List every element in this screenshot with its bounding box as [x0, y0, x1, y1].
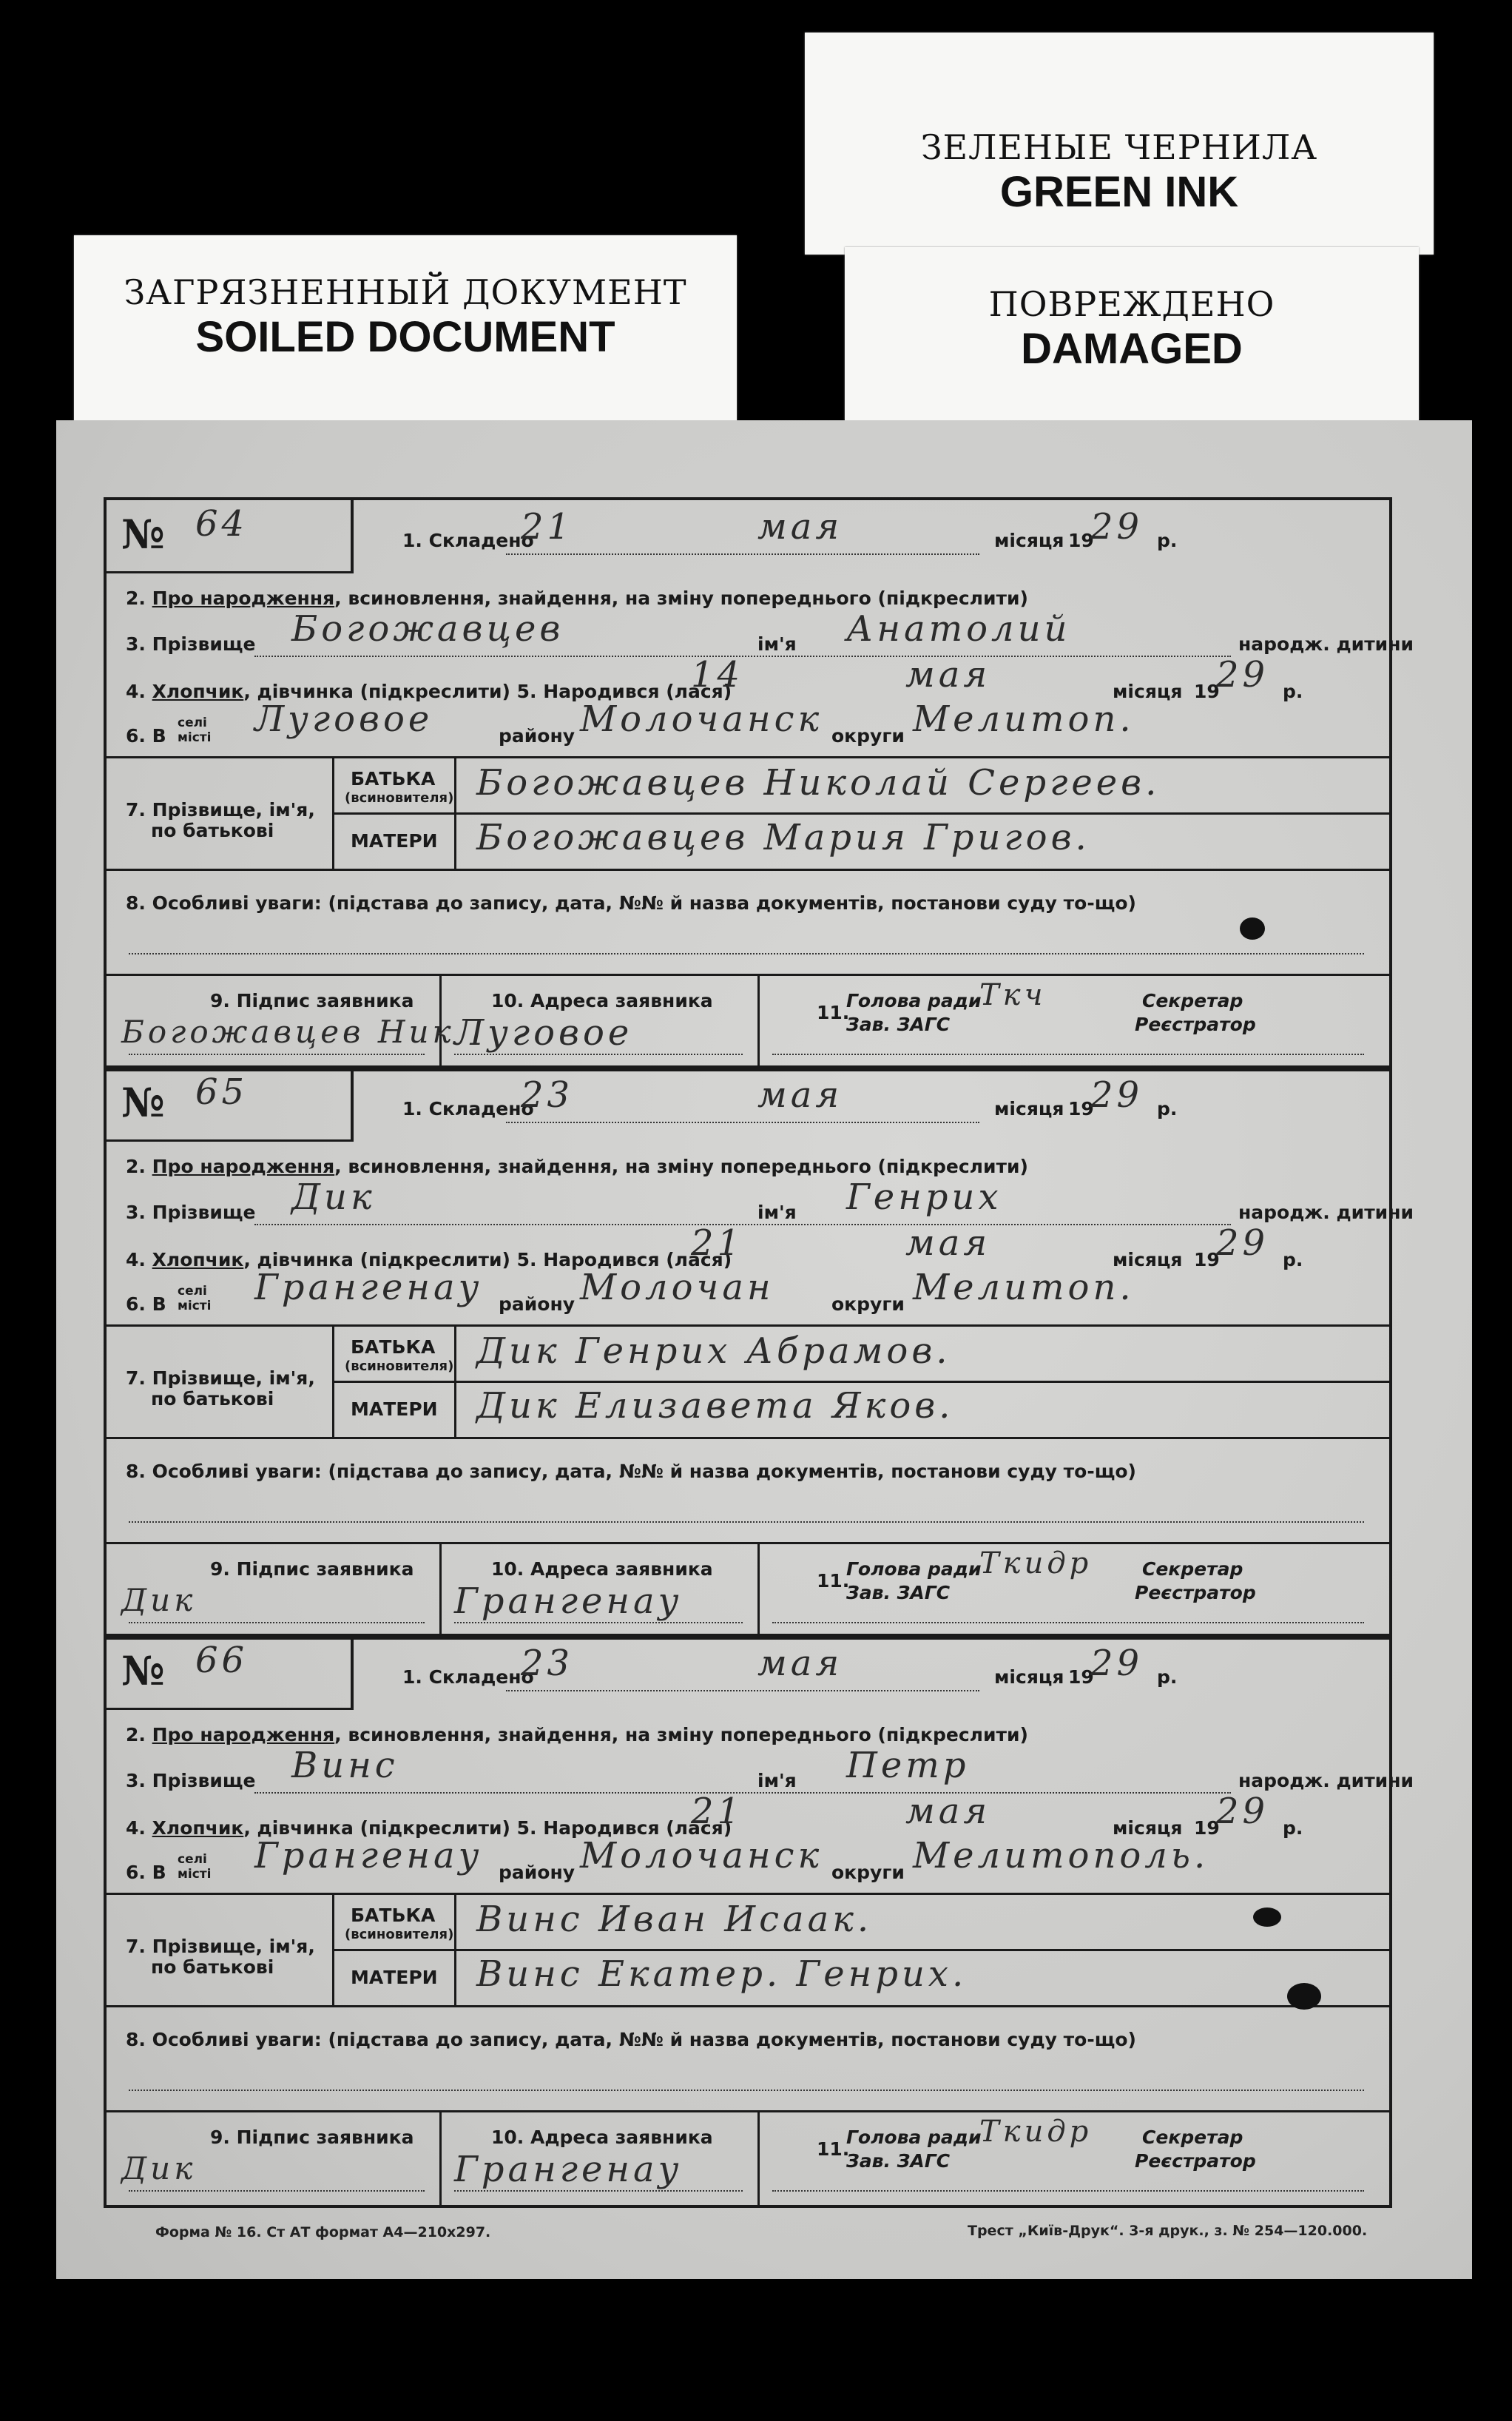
child-given-name: Анатолий [846, 608, 1071, 650]
father-name: Винс Иван Исаак. [476, 1899, 873, 1940]
remarks-label: 8. Особливі уваги: (підстава до запису, дата, №№ й назва документів, постанови суду то-що) [126, 892, 1136, 914]
damaged-label-en: DAMAGED [1021, 325, 1243, 373]
year-prefix: 19 [1194, 1817, 1220, 1839]
register-entry-64 [104, 497, 1414, 1071]
child-surname: Дик [291, 1176, 376, 1218]
village-label: селі [178, 715, 207, 730]
register-entry-66 [104, 1634, 1414, 2208]
mother-label: МАТЕРИ [351, 1398, 438, 1420]
mother-name: Винс Екатер. Генрих. [476, 1953, 968, 1995]
father-label: БАТЬКА [351, 768, 436, 789]
birth-month: мая [905, 1791, 991, 1832]
row-separator [107, 1324, 1389, 1327]
mother-label: МАТЕРИ [351, 1967, 438, 1988]
compiled-year: 29 [1090, 506, 1144, 548]
row-separator [107, 756, 1389, 758]
district-label: району [499, 725, 576, 747]
birth-okrug: Мелитоп. [913, 1267, 1135, 1308]
compiled-day: 23 [521, 1074, 574, 1116]
birth-year: 29 [1216, 1791, 1269, 1832]
birth-okrug: Мелитоп. [913, 698, 1135, 740]
soiled-document-label [74, 235, 737, 422]
row-separator [332, 1949, 1389, 1951]
row-separator [332, 1381, 1389, 1383]
surname-label: 3. Прізвище [126, 1770, 256, 1791]
registrar-label: Реєстратор [1135, 2150, 1256, 2172]
applicant-address: Луговое [454, 1012, 633, 1054]
dotted-line [506, 1690, 979, 1691]
form-footer-left: Форма № 16. Ст АТ формат А4—210х297. [155, 2224, 491, 2240]
ink-stain [1253, 1907, 1281, 1927]
row-separator [107, 974, 1389, 976]
address-label: 10. Адреса заявника [491, 2127, 713, 2148]
parents-label: 7. Прізвище, ім'я, [126, 1936, 315, 1957]
registrar-label: Реєстратор [1135, 1582, 1256, 1603]
compiled-day: 21 [521, 506, 574, 548]
row-separator [107, 1542, 1389, 1544]
parents-label: 7. Прізвище, ім'я, [126, 1367, 315, 1389]
sex-birth-label: 4. Хлопчик, дівчинка (підкреслити) 5. Народився (лася) [126, 1249, 732, 1270]
birth-day: 21 [691, 1222, 744, 1264]
compiled-label: 1. Складено [402, 1666, 534, 1688]
green-ink-label [805, 33, 1434, 255]
birth-day: 21 [691, 1791, 744, 1832]
soiled-label-en: SOILED DOCUMENT [195, 313, 615, 361]
number-sign: № [121, 511, 165, 558]
row-separator [107, 869, 1389, 871]
dotted-line [129, 1622, 425, 1623]
birth-okrug: Мелитополь. [913, 1835, 1209, 1876]
remarks-label: 8. Особливі уваги: (підстава до запису, дата, №№ й назва документів, постанови суду то-що) [126, 2029, 1136, 2050]
dotted-line [129, 953, 1364, 954]
town-label: місті [178, 1299, 212, 1313]
adoptive-label: (всиновителя) [345, 790, 454, 806]
head-label: Голова ради [846, 1558, 982, 1580]
birth-day: 14 [691, 654, 744, 696]
compiled-label: 1. Складено [402, 530, 534, 551]
year-suffix: р. [1157, 1666, 1178, 1688]
zags-label: Зав. ЗАГС [846, 2150, 951, 2172]
year-prefix: 19 [1068, 1666, 1094, 1688]
child-surname: Винс [291, 1745, 399, 1786]
form-footer-right: Трест „Київ-Друк“. 3-я друк., з. № 254—120.000. [968, 2223, 1368, 2239]
address-label: 10. Адреса заявника [491, 990, 713, 1011]
year-prefix: 19 [1194, 1249, 1220, 1270]
place-label: 6. В [126, 725, 166, 747]
head-label: Голова ради [846, 990, 982, 1011]
dotted-line [772, 1054, 1364, 1055]
month-label: місяця [1113, 1817, 1183, 1839]
district-label: району [499, 1293, 576, 1315]
event-type-label: 2. Про народження, всиновлення, знайдення, на зміну попереднього (підкреслити) [126, 1724, 1028, 1745]
child-label: народж. дитини [1238, 1770, 1414, 1791]
secretary-label: Секретар [1142, 990, 1243, 1011]
field-11-label: 11. [817, 1002, 850, 1023]
okrug-label: округи [831, 725, 905, 747]
place-label: 6. В [126, 1862, 166, 1883]
child-label: народж. дитини [1238, 633, 1414, 655]
dotted-line [772, 2190, 1364, 2192]
secretary-label: Секретар [1142, 1558, 1243, 1580]
event-type-label: 2. Про народження, всиновлення, знайдення, на зміну попереднього (підкреслити) [126, 587, 1028, 609]
village-label: селі [178, 1284, 207, 1299]
official-signature: Ткидр [979, 2115, 1093, 2149]
dotted-line [454, 2190, 743, 2192]
month-label: місяця [994, 530, 1064, 551]
surname-label: 3. Прізвище [126, 1202, 256, 1223]
green-ink-label-ru: ЗЕЛЕНЫЕ ЧЕРНИЛА [920, 127, 1318, 167]
father-name: Богожавцев Николай Сергеев. [476, 762, 1161, 804]
ink-stain [1240, 917, 1265, 940]
birth-district: Молочанск [580, 1835, 823, 1876]
father-name: Дик Генрих Абрамов. [476, 1330, 951, 1372]
row-separator [107, 2110, 1389, 2112]
parents-label-2: по батькові [151, 1388, 274, 1410]
column-separator [439, 2110, 442, 2205]
column-separator [757, 1542, 760, 1637]
row-separator [107, 1437, 1389, 1439]
birth-register-sheet [56, 420, 1472, 2279]
event-type-label: 2. Про народження, всиновлення, знайдення, на зміну попереднього (підкреслити) [126, 1156, 1028, 1177]
official-signature: Ткидр [979, 1546, 1093, 1580]
dotted-line [129, 2190, 425, 2192]
village-label: селі [178, 1852, 207, 1867]
year-suffix: р. [1283, 681, 1303, 702]
dotted-line [454, 1622, 743, 1623]
sex-birth-label: 4. Хлопчик, дівчинка (підкреслити) 5. Народився (лася) [126, 1817, 732, 1839]
okrug-label: округи [831, 1293, 905, 1315]
father-label: БАТЬКА [351, 1336, 436, 1358]
compiled-year: 29 [1090, 1643, 1144, 1684]
entry-number-box [107, 1637, 354, 1710]
column-separator [439, 1542, 442, 1637]
town-label: місті [178, 1867, 212, 1882]
damaged-label [845, 247, 1419, 420]
signature-label: 9. Підпис заявника [210, 2127, 414, 2148]
dotted-line [129, 1521, 1364, 1523]
row-separator [332, 812, 1389, 815]
town-label: місті [178, 730, 212, 745]
applicant-address: Грангенау [454, 2149, 683, 2190]
birth-year: 29 [1216, 654, 1269, 696]
green-ink-label-en: GREEN INK [999, 168, 1239, 216]
month-label: місяця [1113, 1249, 1183, 1270]
compiled-month: мая [757, 1643, 843, 1684]
father-label: БАТЬКА [351, 1905, 436, 1926]
birth-village: Луговое [254, 698, 433, 740]
birth-month: мая [905, 654, 991, 696]
mother-label: МАТЕРИ [351, 830, 438, 852]
birth-month: мая [905, 1222, 991, 1264]
month-label: місяця [994, 1098, 1064, 1119]
parents-label-2: по батькові [151, 1956, 274, 1978]
given-name-label: ім'я [757, 1202, 797, 1223]
damaged-label-ru: ПОВРЕЖДЕНО [988, 284, 1275, 324]
entry-number: 65 [195, 1071, 249, 1113]
year-prefix: 19 [1194, 681, 1220, 702]
dotted-line [129, 1054, 425, 1055]
given-name-label: ім'я [757, 1770, 797, 1791]
dotted-line [454, 1054, 743, 1055]
year-suffix: р. [1283, 1817, 1303, 1839]
birth-village: Грангенау [254, 1267, 483, 1308]
applicant-address: Грангенау [454, 1580, 683, 1622]
field-11-label: 11. [817, 2138, 850, 2160]
secretary-label: Секретар [1142, 2127, 1243, 2148]
compiled-month: мая [757, 1074, 843, 1116]
year-suffix: р. [1157, 530, 1178, 551]
surname-label: 3. Прізвище [126, 633, 256, 655]
compiled-label: 1. Складено [402, 1098, 534, 1119]
column-separator [757, 2110, 760, 2205]
mother-name: Дик Елизавета Яков. [476, 1385, 954, 1427]
compiled-month: мая [757, 506, 843, 548]
entry-number-box [107, 500, 354, 573]
soiled-label-ru: ЗАГРЯЗНЕННЫЙ ДОКУМЕНТ [124, 272, 687, 312]
field-11-label: 11. [817, 1570, 850, 1592]
year-prefix: 19 [1068, 530, 1094, 551]
register-entry-65 [104, 1065, 1414, 1640]
column-separator [757, 974, 760, 1068]
head-label: Голова ради [846, 2127, 982, 2148]
year-prefix: 19 [1068, 1098, 1094, 1119]
entry-number: 64 [195, 503, 249, 545]
month-label: місяця [1113, 681, 1183, 702]
row-separator [107, 1893, 1389, 1895]
dotted-line [129, 2090, 1364, 2091]
child-label: народж. дитини [1238, 1202, 1414, 1223]
place-label: 6. В [126, 1293, 166, 1315]
compiled-day: 23 [521, 1643, 574, 1684]
dotted-line [506, 1122, 979, 1123]
child-surname: Богожавцев [291, 608, 564, 650]
child-given-name: Генрих [846, 1176, 1002, 1218]
parents-label-2: по батькові [151, 820, 274, 841]
dotted-line [772, 1622, 1364, 1623]
address-label: 10. Адреса заявника [491, 1558, 713, 1580]
child-given-name: Петр [846, 1745, 970, 1786]
applicant-signature: Дик [121, 2150, 197, 2186]
birth-district: Молочанск [580, 698, 823, 740]
entry-number: 66 [195, 1640, 249, 1681]
official-signature: Ткч [979, 978, 1047, 1012]
month-label: місяця [994, 1666, 1064, 1688]
adoptive-label: (всиновителя) [345, 1927, 454, 1942]
applicant-signature: Богожавцев Ник [121, 1014, 455, 1050]
zags-label: Зав. ЗАГС [846, 1582, 951, 1603]
remarks-label: 8. Особливі уваги: (підстава до запису, дата, №№ й назва документів, постанови суду то-що) [126, 1461, 1136, 1482]
number-sign: № [121, 1079, 165, 1126]
birth-village: Грангенау [254, 1835, 483, 1876]
dotted-line [506, 553, 979, 555]
parents-label: 7. Прізвище, ім'я, [126, 799, 315, 821]
compiled-year: 29 [1090, 1074, 1144, 1116]
year-suffix: р. [1157, 1098, 1178, 1119]
row-separator [107, 2005, 1389, 2007]
entry-number-box [107, 1068, 354, 1142]
zags-label: Зав. ЗАГС [846, 1014, 951, 1035]
district-label: району [499, 1862, 576, 1883]
okrug-label: округи [831, 1862, 905, 1883]
adoptive-label: (всиновителя) [345, 1358, 454, 1374]
number-sign: № [121, 1647, 165, 1694]
birth-year: 29 [1216, 1222, 1269, 1264]
registrar-label: Реєстратор [1135, 1014, 1256, 1035]
signature-label: 9. Підпис заявника [210, 1558, 414, 1580]
mother-name: Богожавцев Мария Григов. [476, 817, 1090, 858]
year-suffix: р. [1283, 1249, 1303, 1270]
signature-label: 9. Підпис заявника [210, 990, 414, 1011]
applicant-signature: Дик [121, 1582, 197, 1618]
ink-stain [1287, 1983, 1321, 2010]
birth-district: Молочан [580, 1267, 774, 1308]
given-name-label: ім'я [757, 633, 797, 655]
sex-birth-label: 4. Хлопчик, дівчинка (підкреслити) 5. Народився (лася) [126, 681, 732, 702]
